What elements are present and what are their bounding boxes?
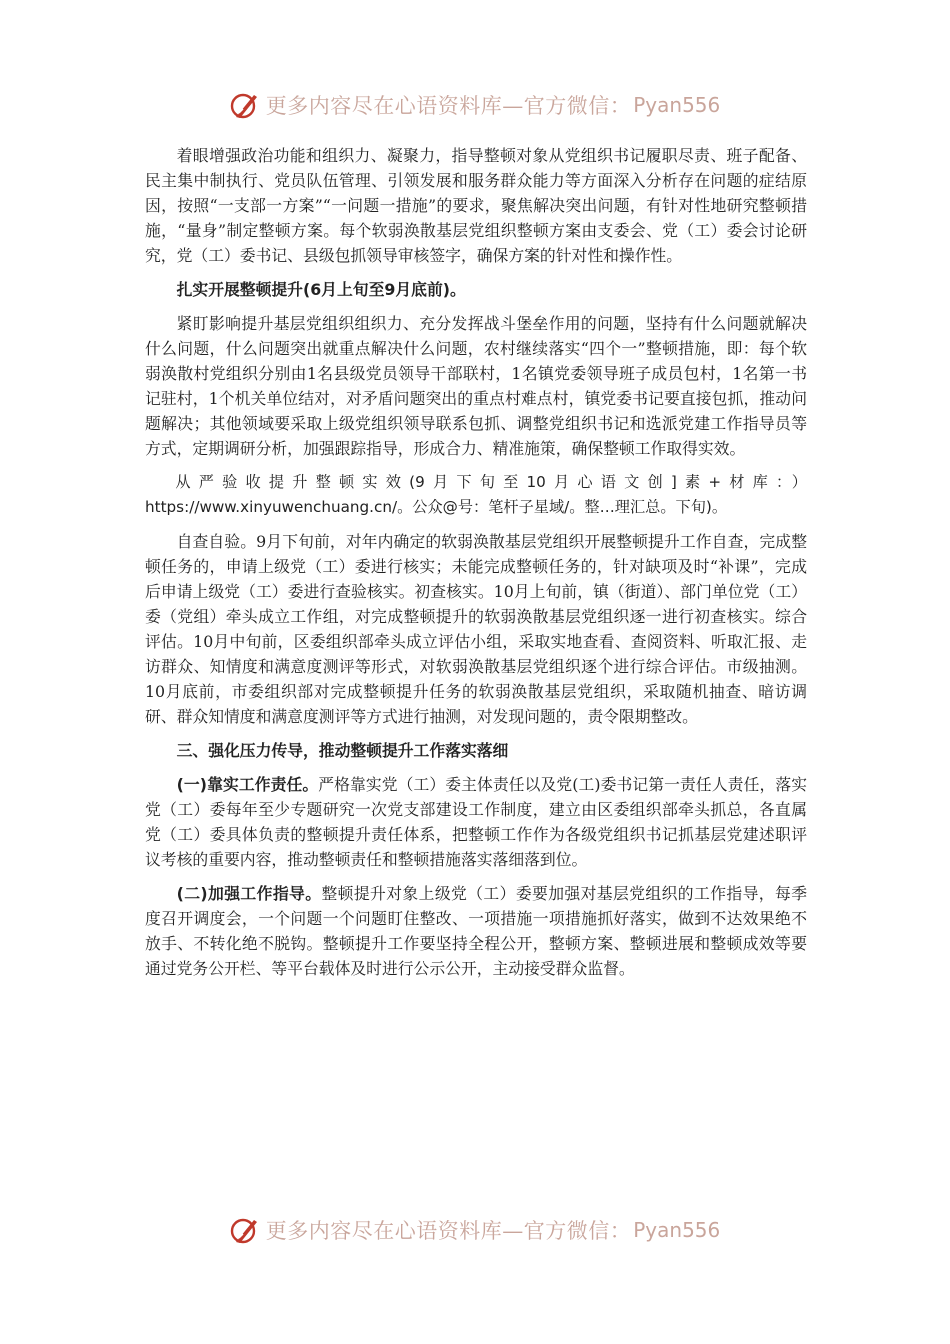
footer-banner bbox=[0, 1210, 950, 1250]
banner-text: 更多内容尽在心语资料库—官方微信： bbox=[265, 94, 632, 118]
pen-logo-icon bbox=[230, 89, 260, 121]
section-heading: 扎实开展整顿提升(6月上旬至9月底前)。 bbox=[176, 280, 466, 299]
paragraph bbox=[145, 881, 807, 981]
paragraph: 紧盯影响提升基层党组织组织力、充分发挥战斗堡垒作用的问题，坚持有什么问题就解决什么问题，什么问题突出就重点解决什么问题，农村继续落实“四个一”整顿措施，即：每个软弱涣散村党组织分别由1名县级党员领导干部联村，1名镇党委领导班子成员包村，1名第一书记驻村，1个机关单位结对，对矛盾问题突出的重点村难点村，镇党委书记要直接包抓，推动问题解决；其他领域要采取上级党组织领导联系包抓、调整党组织书记和选派党建工作指导员等方式，定期调研分析，加强跟踪指导，形成合力、精准施策，确保整顿工作取得实效。 bbox=[145, 314, 807, 458]
banner-text: 更多内容尽在心语资料库—官方微信： bbox=[265, 1219, 632, 1243]
pen-logo-icon bbox=[230, 1214, 260, 1246]
document-body bbox=[145, 143, 807, 990]
paragraph: 着眼增强政治功能和组织力、凝聚力，指导整顿对象从党组织书记履职尽责、班子配备、民主集中制执行、党员队伍管理、引领发展和服务群众能力等方面深入分析存在问题的症结原因，按照“一支部一方案”“一问题一措施”的要求，聚焦解决突出问题，有针对性地研究整顿措施，“量身”制定整顿方案。每个软弱涣散基层党组织整顿方案由支委会、党（工）委会讨论研究，党（工）委书记、县级包抓领导审核签字，确保方案的针对性和操作性。 bbox=[145, 146, 807, 265]
paragraph-lead: (二)加强工作指导。 bbox=[176, 884, 322, 903]
paragraph bbox=[145, 772, 807, 872]
banner-wechat-id: Pyan556 bbox=[633, 93, 721, 117]
paragraph: 自查自验。9月下旬前，对年内确定的软弱涣散基层党组织开展整顿提升工作自查，完成整顿任务的，申请上级党（工）委进行核实；未能完成整顿任务的，针对缺项及时“补课”，完成后申请上级党（工）委进行查验核实。初查核实。10月上旬前，镇（街道）、部门单位党（工）委（党组）牵头成立工作组，对完成整顿提升的软弱涣散基层党组织逐一进行初查核实。综合评估。10月中旬前，区委组织部牵头成立评估小组，采取实地查看、查阅资料、听取汇报、走访群众、知情度和满意度测评等形式，对软弱涣散基层党组织逐个进行综合评估。市级抽测。10月底前，市委组织部对完成整顿提升任务的软弱涣散基层党组织，采取随机抽查、暗访调研、群众知情度和满意度测评等方式进行抽测，对发现问题的，责令限期整改。 bbox=[145, 532, 807, 726]
paragraph: 从严验收提升整顿实效(9月下旬至10月心语文创]素+材库：）https://www.xinyuwenchuang.cn/。公众@号：笔杆子星域/。整…理汇总。下旬)。 bbox=[145, 473, 807, 516]
section-heading: 三、强化压力传导，推动整顿提升工作落实落细 bbox=[176, 741, 509, 760]
paragraph-lead: (一)靠实工作责任。 bbox=[176, 775, 319, 794]
header-banner bbox=[0, 85, 950, 125]
banner-wechat-id: Pyan556 bbox=[633, 1218, 721, 1242]
paragraph-text: 严格靠实党（工）委主体责任以及党(工)委书记第一责任人责任，落实党（工）委每年至少专题研究一次党支部建设工作制度，建立由区委组织部牵头抓总，各直属党（工）委具体负责的整顿提升责任体系，把整顿工作作为各级党组织书记抓基层党建述职评议考核的重要内容，推动整顿责任和整顿措施落实落细落到位。 bbox=[145, 775, 807, 869]
paragraph-text: 整顿提升对象上级党（工）委要加强对基层党组织的工作指导，每季度召开调度会，一个问题一个问题盯住整改、一项措施一项措施抓好落实，做到不达效果绝不放手、不转化绝不脱钩。整顿提升工作要坚持全程公开，整顿方案、整顿进展和整顿成效等要通过党务公开栏、等平台载体及时进行公示公开，主动接受群众监督。 bbox=[145, 884, 807, 978]
